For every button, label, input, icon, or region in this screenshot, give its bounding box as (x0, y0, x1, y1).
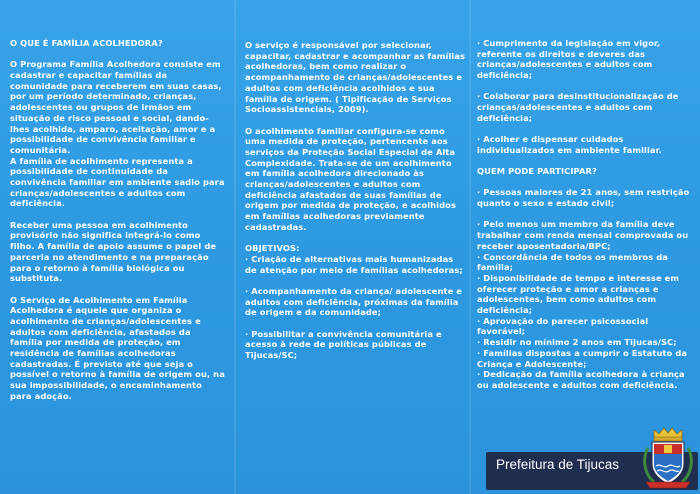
requirements-list-spaced (477, 187, 695, 251)
badge-label: Prefeitura de Tijucas (496, 457, 620, 472)
section-heading-who-can-participate: QUEM PODE PARTICIPAR? (477, 166, 597, 177)
paragraph-service-definition: O Serviço de Acolhimento em Família Acolhedora é aquele que organiza o acolhimento de crianças/adolescentes e adultos com deficiência, afastados da família por medida de proteção, em residência de famílias acolhedoras cadastradas. É previsto até que seja o possível o retorno à família de origem ou, na sua impossibilidade, o encaminhamento para adoção. (10, 294, 225, 401)
panel-right (477, 38, 695, 391)
list-item: · Possibilitar a convivência comunitária e acesso à rede de políticas públicas de Tijucas/SC; (245, 328, 442, 360)
paragraph-provisional-care: Receber uma pessoa em acolhimento provisório não significa integrá-lo como filho. A família de apoio assume o papel de parceria no atendimento e na preparação para o retorno à família biológica ou substituta. (10, 219, 217, 284)
list-item: · Residir no mínimo 2 anos em Tijucas/SC; (477, 337, 677, 348)
panel-left (10, 38, 226, 412)
panel-fold-left (234, 0, 236, 494)
paragraph-service-responsibility: O serviço é responsável por selecionar, capacitar, cadastrar e acompanhar as famílias acolhedoras, bem como realizar o acompanhamento de crianças/adolescentes e adultos com deficiência acolhidos e sua família de origem. ( Tipificação de Serviços Socioassistenciais, 2009). (245, 40, 466, 115)
paragraph-protection-measure: O acolhimento familiar configura-se como uma medida de proteção, pertencente aos serviços da Proteção Social Especial de Alta Complexidade. Trata-se de um acolhimento em família acolhedora direcionado às crianças/adolescentes e adultos com deficiência afastados de suas famílias de origem por medida de proteção, e acolhidos em famílias acolhedoras previamente cadastradas. (245, 125, 456, 232)
list-item: · Acompanhamento da criança/ adolescente e adultos com deficiência, próximas da família de origem e da comunidade; (245, 285, 463, 318)
list-item: · Pelo menos um membro da família deve trabalhar com renda mensal comprovada ou receber aposentadoria/BPC; (477, 219, 689, 251)
list-item: · Aprovação do parecer psicossocial favorável; (477, 315, 649, 337)
list-item: · Cumprimento da legislação em vigor, referente os direitos e deveres das crianças/adolescentes e adultos com deficiência; (477, 38, 661, 81)
section-heading-what-is: O QUE É FAMÍLIA ACOLHEDORA? (10, 38, 163, 48)
list-item: · Concordância de todos os membros da família; (477, 251, 668, 273)
list-item: · Criação de alternativas mais humanizadas de atenção por meio de famílias acolhedoras; (245, 253, 463, 275)
list-item: · Pessoas maiores de 21 anos, sem restrição quanto o sexo e estado civil; (477, 187, 690, 209)
section-heading-objectives: OBJETIVOS: (245, 243, 300, 254)
list-item: · Dedicação da família acolhedora à criança ou adolescente e adultos com deficiência. (477, 369, 685, 390)
list-item: · Acolher e dispensar cuidados individualizados em ambiente familiar. (477, 134, 662, 155)
list-item: · Colaborar para desinstitucionalização de crianças/adolescentes e adultos com deficiência; (477, 91, 679, 123)
list-item: · Famílias dispostas a cumprir o Estatuto da Criança e Adolescente; (477, 347, 688, 369)
list-item: · Disponibilidade de tempo e interesse em oferecer proteção e amor a crianças e adolescentes, bem como adultos com deficiência; (477, 272, 680, 316)
panel-fold-right (469, 0, 471, 494)
paragraph-program-description: O Programa Família Acolhedora consiste em cadastrar e capacitar famílias da comunidade para receberem em suas casas, por um período determinado, crianças, adolescentes ou grupos de irmãos em situação de risco pessoal e social, dando-lhes acolhida, amparo, aceitação, amor e a possibilidade de convivência familiar e comunitária. (10, 59, 222, 155)
objectives-list-continued (477, 38, 695, 156)
paragraph-host-family-role: A família de acolhimento representa a possibilidade de continuidade da convivência familiar em ambiente sadio para crianças/adolescentes e adultos com deficiência. (10, 155, 225, 209)
objectives-list (245, 254, 467, 361)
panel-middle (245, 40, 467, 371)
requirements-list (477, 252, 695, 391)
tijucas-coat-of-arms-icon (640, 424, 696, 490)
